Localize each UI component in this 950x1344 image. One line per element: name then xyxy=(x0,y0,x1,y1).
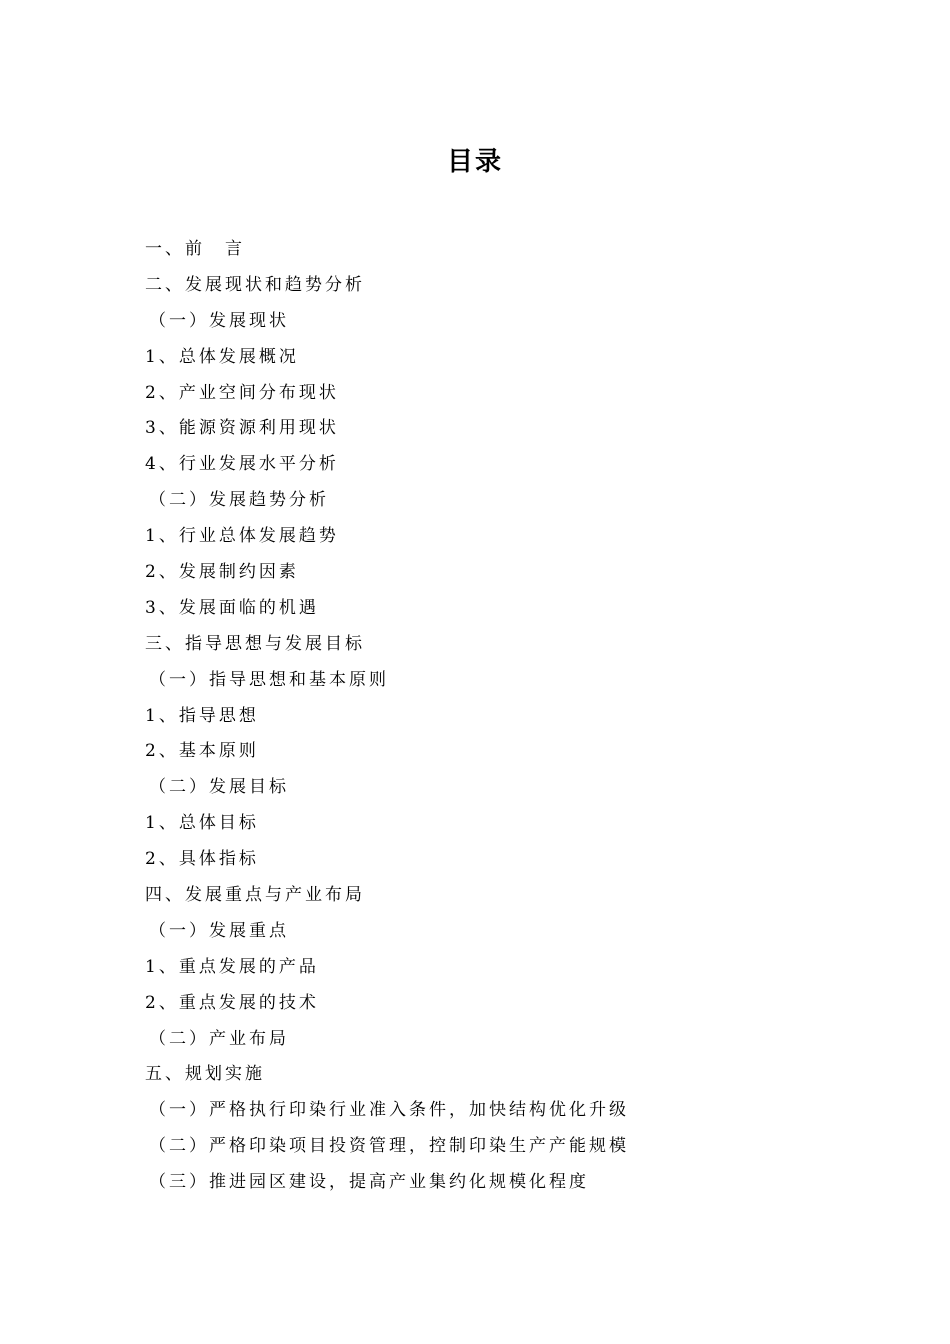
toc-entry: （二）发展目标 xyxy=(149,777,289,798)
toc-entry: 2、产业空间分布现状 xyxy=(145,382,339,403)
toc-entry: 2、具体指标 xyxy=(145,849,259,870)
toc-entry: 4、行业发展水平分析 xyxy=(145,454,339,475)
toc-entry: （二）产业布局 xyxy=(149,1028,289,1049)
toc-entry: （二）发展趋势分析 xyxy=(149,490,329,511)
toc-entry: （一）发展重点 xyxy=(149,920,289,941)
page-title: 目录 xyxy=(446,147,503,177)
table-of-contents xyxy=(145,232,825,1201)
toc-entry: 2、发展制约因素 xyxy=(145,562,299,583)
toc-entry: 1、总体目标 xyxy=(145,813,259,834)
toc-entry: 3、发展面临的机遇 xyxy=(145,597,319,618)
toc-entry: （一）严格执行印染行业准入条件，加快结构优化升级 xyxy=(149,1100,629,1121)
toc-entry: （一）指导思想和基本原则 xyxy=(149,669,389,690)
toc-entry: 3、能源资源利用现状 xyxy=(145,418,339,439)
toc-entry: 1、指导思想 xyxy=(145,705,259,726)
toc-entry: 1、行业总体发展趋势 xyxy=(145,526,339,547)
toc-entry: 二、发展现状和趋势分析 xyxy=(145,274,365,295)
toc-entry: 三、指导思想与发展目标 xyxy=(145,633,365,654)
toc-entry: 五、规划实施 xyxy=(145,1064,265,1085)
toc-entry: （一）发展现状 xyxy=(149,310,289,331)
toc-entry: （二）严格印染项目投资管理，控制印染生产产能规模 xyxy=(149,1136,629,1157)
toc-entry: 一、前 言 xyxy=(145,239,245,259)
toc-entry: 2、基本原则 xyxy=(145,741,259,762)
toc-entry: 1、重点发展的产品 xyxy=(145,956,319,977)
toc-entry: 2、重点发展的技术 xyxy=(145,992,319,1013)
toc-entry: 1、总体发展概况 xyxy=(145,346,299,367)
toc-entry: （三）推进园区建设，提高产业集约化规模化程度 xyxy=(149,1172,589,1193)
toc-entry: 四、发展重点与产业布局 xyxy=(145,885,365,906)
